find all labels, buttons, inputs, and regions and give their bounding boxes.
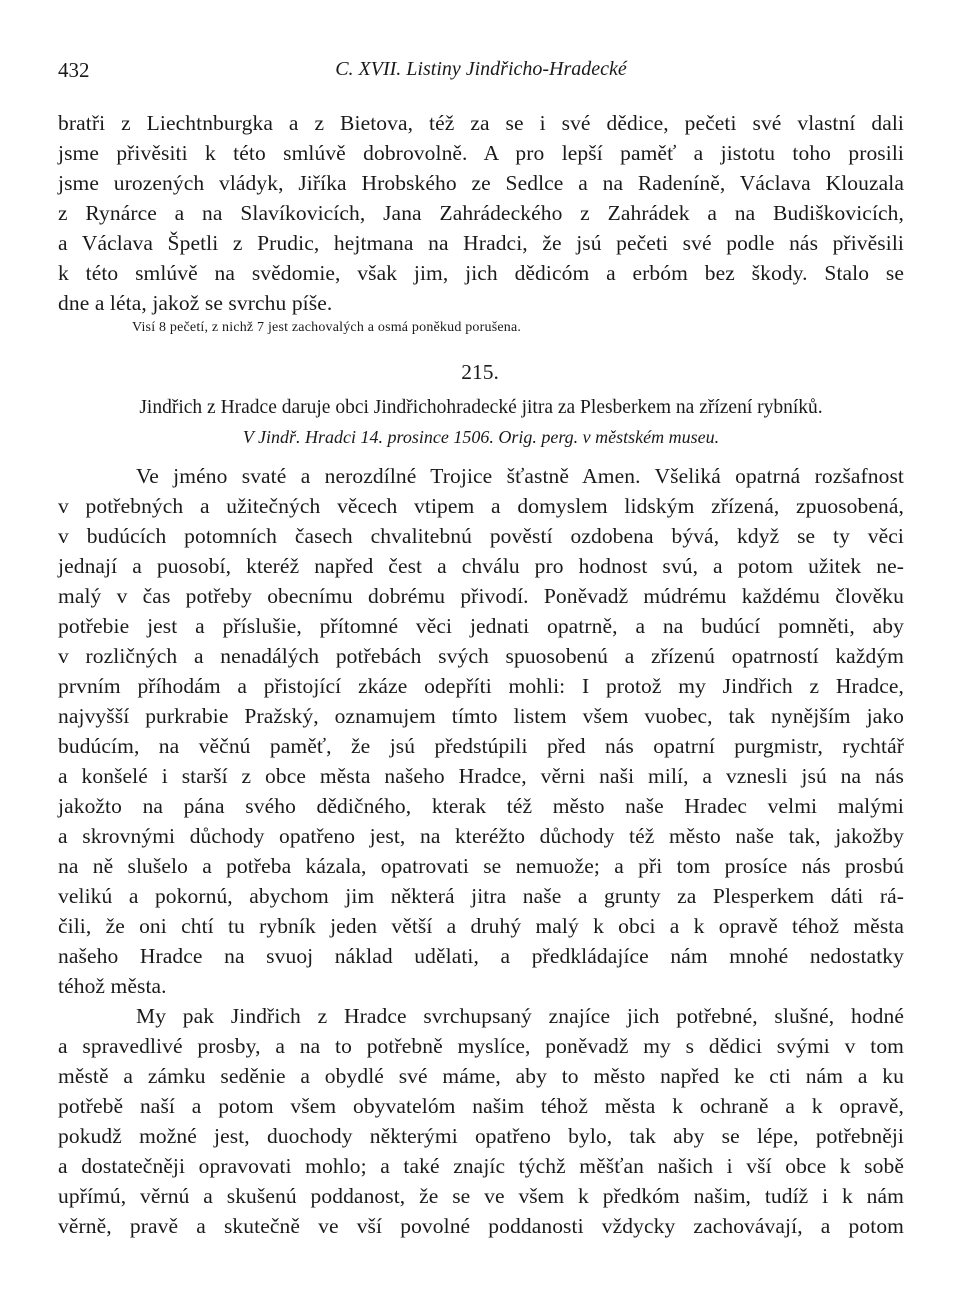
text-line: jakožto na pána svého dědičného, kterak též město naše Hradec velmi malými <box>58 794 904 818</box>
text-line: upřímú, věrnú a skušenú poddanost, že se ve všem k předkóm našim, tudíž i k nám <box>58 1184 904 1208</box>
text-line: najvyšší purkrabie Pražský, oznamujem tímto listem všem vuobec, tak nynějším jako <box>58 704 904 728</box>
text-line: a Václava Špetli z Prudic, hejtmana na Hradci, že jsú pečeti své podle nás přivěsili <box>58 231 904 255</box>
text-line: malý v čas potřeby obecnímu dobrému přivodí. Poněvadž múdrému každému člověku <box>58 584 904 608</box>
text-line: na ně slušelo a potřeba kázala, opatrovati se nemuože; a při tom prosíce nás prosbú <box>58 854 904 878</box>
text-line: a dostatečněji opravovati mohlo; a také znajíc týchž měšťan našich i vší obce k sobě <box>58 1154 904 1178</box>
text-line: potřebě naší a potom všem obyvatelóm našim téhož města k ochraně a k opravě, <box>58 1094 904 1118</box>
text-line: a spravedlivé prosby, a na to potřebně myslíce, poněvadž my s dědici svými v tom <box>58 1034 904 1058</box>
document-source: V Jindř. Hradci 14. prosince 1506. Orig. perg. v městském museu. <box>242 427 720 447</box>
text-line: potřebie jest a příslušie, přítomné věci jednati opatrně, a na budúcí pomněti, aby <box>58 614 904 638</box>
text-line: městě a zámku seděnie a obydlé své máme, aby to město napřed ke cti nám a ku <box>58 1064 904 1088</box>
text-line: jsme urozených vládyk, Jiříka Hrobského ze Sedlce a na Radeníně, Václava Klouzala <box>58 171 904 195</box>
text-line: budúcím, na věčnú paměť, že jsú předstúpili před nás opatrní purgmistr, rychtář <box>58 734 904 758</box>
page-number: 432 <box>58 58 90 82</box>
text-line: v potřebných a užitečných věcech vtipem a domyslem lidským zřízená, zpuosobená, <box>58 494 904 518</box>
text-line: jsme přivěsiti k této smlúvě dobrovolně. A pro lepší paměť a jistotu toho prosili <box>58 141 904 165</box>
text-line: v budúcích potomních časech chvalitebnú pověstí ozdobena bývá, když se ty věci <box>58 524 904 548</box>
text-line: Ve jméno svaté a nerozdílné Trojice šťastně Amen. Všeliká opatrná rozšafnost <box>136 464 904 488</box>
text-line: bratři z Liechtnburgka a z Bietova, též za se i své dědice, pečeti své vlastní dali <box>58 111 904 135</box>
document-number: 215. <box>461 360 499 384</box>
running-head <box>58 58 904 88</box>
document-regest: Jindřich z Hradce daruje obci Jindřichohradecké jitra za Plesberkem na zřízení rybníků. <box>139 397 823 418</box>
text-line: v rozličných a nenadálých potřebách svých spuosobenú a zřízenú opatrností každým <box>58 644 904 668</box>
text-line: čili, že oni chtí tu rybník jeden větší a druhý malý k obci a k opravě téhož města <box>58 914 904 938</box>
text-line: našeho Hradce na svuoj náklad udělati, a předkládajíce nám mnohé nedostatky <box>58 944 904 968</box>
text-line: velikú a pokornú, abychom jim některá jitra naše a grunty za Plesperkem dáti rá- <box>58 884 904 908</box>
text-line: z Rynárce a na Slavíkovicích, Jana Zahrádeckého z Zahrádek a na Budiškovicích, <box>58 201 904 225</box>
text-line: dne a léta, jakož se svrchu píše. <box>58 291 333 315</box>
text-line: a konšelé i starší z obce města našeho Hradce, věrni naši milí, a vznesli jsú na nás <box>58 764 904 788</box>
text-line: věrně, pravě a skutečně ve vší povolné poddanosti vždycky zachovávají, a potom <box>58 1214 904 1238</box>
text-line: a skrovnými důchody opatřeno jest, na kteréžto důchody též město naše tak, jakožby <box>58 824 904 848</box>
text-line: téhož města. <box>58 974 167 998</box>
text-line: jednají a puosobí, kteréž napřed čest a chválu pro hodnost svú, a potom užitek ne- <box>58 554 904 578</box>
seal-note: Visí 8 pečetí, z nichž 7 jest zachovalých a osmá poněkud porušena. <box>132 320 522 335</box>
text-line: My pak Jindřich z Hradce svrchupsaný znajíce jich potřebné, slušné, hodné <box>136 1004 904 1028</box>
header-title: C. XVII. Listiny Jindřicho-Hradecké <box>335 58 627 80</box>
text-line: k této smlúvě na svědomie, však jim, jich dědicóm a erbóm bez škody. Stalo se <box>58 261 904 285</box>
text-line: prvním příhodám a přistojící zkáze odepříti mohli: I protož my Jindřich z Hradce, <box>58 674 904 698</box>
text-line: pokudž možné jest, duochody některými opatřeno bylo, tak aby se lépe, potřebněji <box>58 1124 904 1148</box>
